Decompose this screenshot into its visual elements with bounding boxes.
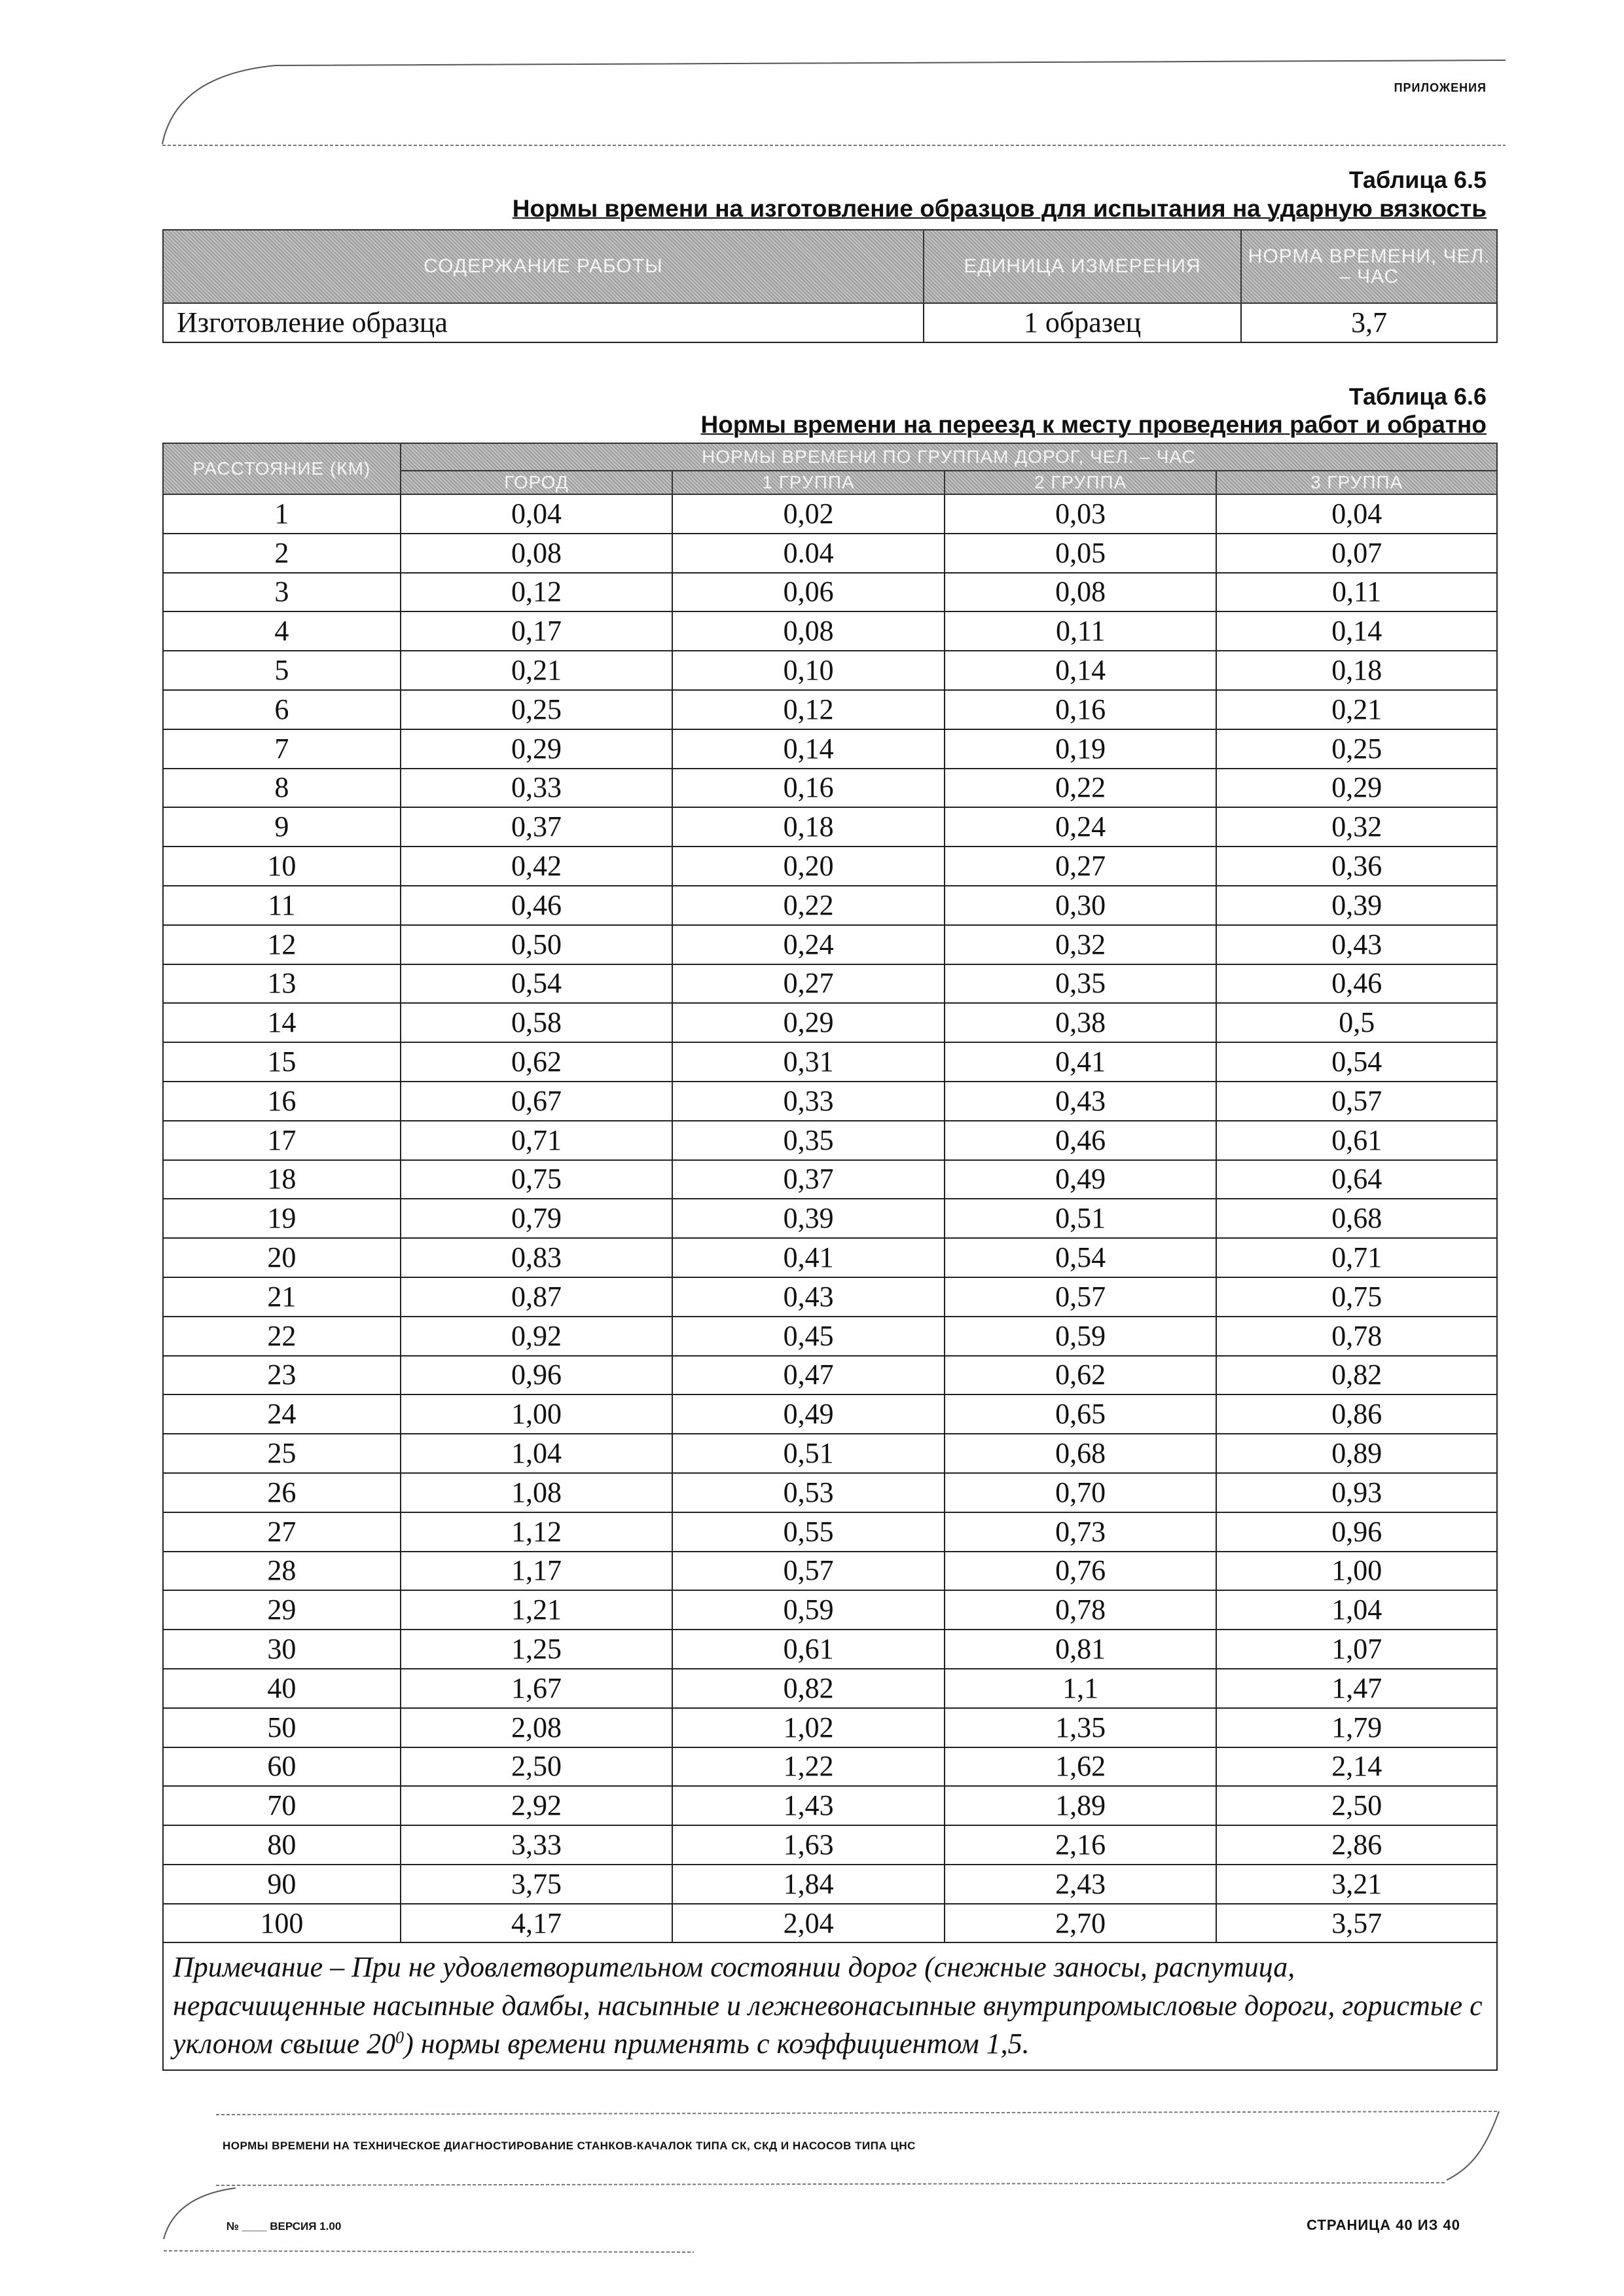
table-row (163, 534, 1497, 573)
cell-group3: 0,39 (1216, 886, 1497, 925)
cell-group2: 0,43 (945, 1082, 1217, 1121)
note-text-end: ) нормы времени применять с коэффициентом 1,5. (404, 2027, 1030, 2060)
table-row (163, 1434, 1497, 1473)
cell-group2: 2,70 (945, 1904, 1217, 1943)
cell-city: 3,33 (401, 1825, 673, 1865)
cell-city: 0,50 (401, 925, 673, 964)
cell-group1: 0,53 (672, 1473, 945, 1512)
cell-city: 0,87 (401, 1277, 673, 1317)
cell-group3: 0,43 (1216, 925, 1497, 964)
table-row (163, 729, 1497, 769)
cell-city: 0,42 (401, 847, 673, 886)
cell-group3: 0,46 (1216, 964, 1497, 1004)
cell-group1: 0,08 (672, 611, 945, 651)
cell-city: 0,33 (401, 769, 673, 808)
cell-unit: 1 образец (924, 303, 1242, 342)
cell-group3: 0,14 (1216, 611, 1497, 651)
cell-distance: 19 (163, 1199, 401, 1238)
cell-group2: 0,38 (945, 1003, 1217, 1042)
cell-group2: 1,1 (945, 1669, 1217, 1708)
table-row (163, 1590, 1497, 1630)
cell-group1: 0,24 (672, 925, 945, 964)
cell-group2: 0,32 (945, 925, 1217, 964)
cell-distance: 14 (163, 1003, 401, 1042)
cell-group1: 0,41 (672, 1238, 945, 1277)
cell-group3: 0,96 (1216, 1512, 1497, 1552)
cell-distance: 5 (163, 651, 401, 690)
cell-city: 0,08 (401, 534, 673, 573)
col-header-norm: НОРМА ВРЕМЕНИ, ЧЕЛ. – ЧАС (1241, 230, 1497, 303)
cell-group2: 0,65 (945, 1394, 1217, 1434)
col-header-unit: ЕДИНИЦА ИЗМЕРЕНИЯ (924, 230, 1242, 303)
cell-group1: 0,31 (672, 1042, 945, 1082)
cell-group1: 1,84 (672, 1865, 945, 1904)
cell-group3: 0,36 (1216, 847, 1497, 886)
table-row (163, 651, 1497, 690)
cell-group1: 2,04 (672, 1904, 945, 1943)
table-row (163, 807, 1497, 847)
table-row (163, 1473, 1497, 1512)
cell-city: 1,08 (401, 1473, 673, 1512)
cell-distance: 23 (163, 1356, 401, 1395)
cell-group2: 0,19 (945, 729, 1217, 769)
cell-group3: 0,57 (1216, 1082, 1497, 1121)
cell-group3: 0,61 (1216, 1121, 1497, 1160)
table-row (163, 886, 1497, 925)
table-row (163, 1669, 1497, 1708)
col-header-distance: РАССТОЯНИЕ (КМ) (163, 443, 401, 494)
cell-group3: 0,89 (1216, 1434, 1497, 1473)
cell-distance: 70 (163, 1786, 401, 1825)
cell-city: 0,96 (401, 1356, 673, 1395)
cell-group1: 0,14 (672, 729, 945, 769)
cell-city: 0,92 (401, 1317, 673, 1356)
cell-group2: 0,70 (945, 1473, 1217, 1512)
cell-group1: 0,39 (672, 1199, 945, 1238)
cell-city: 1,00 (401, 1394, 673, 1434)
cell-group1: 0,22 (672, 886, 945, 925)
cell-city: 0,37 (401, 807, 673, 847)
cell-group1: 0,51 (672, 1434, 945, 1473)
cell-group2: 0,51 (945, 1199, 1217, 1238)
cell-group1: 1,02 (672, 1708, 945, 1747)
cell-distance: 40 (163, 1669, 401, 1708)
table-row (163, 964, 1497, 1004)
cell-city: 0,71 (401, 1121, 673, 1160)
cell-city: 0,54 (401, 964, 673, 1004)
cell-group1: 0,33 (672, 1082, 945, 1121)
cell-distance: 15 (163, 1042, 401, 1082)
section-label: ПРИЛОЖЕНИЯ (1394, 81, 1487, 94)
cell-group3: 0,68 (1216, 1199, 1497, 1238)
cell-group1: 0,16 (672, 769, 945, 808)
table-row (163, 1512, 1497, 1552)
cell-distance: 100 (163, 1904, 401, 1943)
cell-distance: 26 (163, 1473, 401, 1512)
cell-distance: 17 (163, 1121, 401, 1160)
cell-group2: 1,62 (945, 1747, 1217, 1787)
cell-distance: 4 (163, 611, 401, 651)
note-text: Примечание – При не удовлетворительном состоянии дорог (снежные заносы, распутица, нерасчищенные насыпные дамбы, насыпные и лежневонасыпные внутрипромысловые дороги, гористые с уклоном свыше 20 (173, 1951, 1483, 2060)
cell-distance: 30 (163, 1630, 401, 1669)
table-row (163, 1356, 1497, 1395)
cell-city: 0,12 (401, 573, 673, 612)
cell-distance: 10 (163, 847, 401, 886)
col-header-group3: 3 ГРУППА (1216, 471, 1497, 494)
cell-group1: 1,22 (672, 1747, 945, 1787)
col-header-group1: 1 ГРУППА (672, 471, 945, 494)
cell-group2: 0,16 (945, 690, 1217, 729)
cell-group3: 0,11 (1216, 573, 1497, 612)
cell-group1: 0,37 (672, 1160, 945, 1199)
cell-group2: 0,54 (945, 1238, 1217, 1277)
cell-group1: 0,12 (672, 690, 945, 729)
footer-version: № ____ ВЕРСИЯ 1.00 (226, 2220, 342, 2232)
cell-group3: 0,29 (1216, 769, 1497, 808)
cell-city: 0,62 (401, 1042, 673, 1082)
cell-distance: 29 (163, 1590, 401, 1630)
cell-group1: 0,47 (672, 1356, 945, 1395)
cell-group1: 0,02 (672, 494, 945, 534)
table-row (163, 494, 1497, 534)
table-row (163, 1121, 1497, 1160)
cell-group1: 0,29 (672, 1003, 945, 1042)
cell-group3: 0,04 (1216, 494, 1497, 534)
cell-city: 2,50 (401, 1747, 673, 1787)
cell-group3: 0,5 (1216, 1003, 1497, 1042)
cell-city: 1,25 (401, 1630, 673, 1669)
col-header-group-norms: НОРМЫ ВРЕМЕНИ ПО ГРУППАМ ДОРОГ, ЧЕЛ. – ЧАС (401, 443, 1497, 471)
cell-distance: 20 (163, 1238, 401, 1277)
cell-city: 0,67 (401, 1082, 673, 1121)
cell-group2: 0,27 (945, 847, 1217, 886)
table-row (163, 769, 1497, 808)
col-header-content: СОДЕРЖАНИЕ РАБОТЫ (163, 230, 924, 303)
cell-group3: 1,79 (1216, 1708, 1497, 1747)
cell-city: 3,75 (401, 1865, 673, 1904)
cell-group1: 0,18 (672, 807, 945, 847)
cell-group3: 1,07 (1216, 1630, 1497, 1669)
cell-distance: 60 (163, 1747, 401, 1787)
cell-group2: 2,16 (945, 1825, 1217, 1865)
cell-group1: 0,61 (672, 1630, 945, 1669)
cell-group3: 0,78 (1216, 1317, 1497, 1356)
cell-city: 0,75 (401, 1160, 673, 1199)
table-6-5-title: Нормы времени на изготовление образцов для испытания на ударную вязкость (512, 195, 1487, 222)
table-6-6 (162, 443, 1498, 2071)
cell-city: 0,58 (401, 1003, 673, 1042)
cell-city: 4,17 (401, 1904, 673, 1943)
cell-group3: 0,21 (1216, 690, 1497, 729)
cell-city: 1,12 (401, 1512, 673, 1552)
header-swoosh (162, 60, 1506, 144)
cell-group1: 0,27 (672, 964, 945, 1004)
cell-group2: 0,62 (945, 1356, 1217, 1395)
cell-group2: 0,41 (945, 1042, 1217, 1082)
cell-group1: 0,06 (672, 573, 945, 612)
cell-group2: 0,08 (945, 573, 1217, 612)
cell-group2: 2,43 (945, 1865, 1217, 1904)
cell-group1: 1,63 (672, 1825, 945, 1865)
table-6-5-number: Таблица 6.5 (1348, 166, 1487, 193)
cell-city: 2,92 (401, 1786, 673, 1825)
footer-left-swoosh (164, 2188, 236, 2239)
cell-city: 0,21 (401, 651, 673, 690)
table-row (163, 1199, 1497, 1238)
cell-group3: 3,21 (1216, 1865, 1497, 1904)
cell-city: 0,04 (401, 494, 673, 534)
table-row (163, 1552, 1497, 1591)
cell-norm: 3,7 (1241, 303, 1497, 342)
col-header-group2: 2 ГРУППА (945, 471, 1217, 494)
cell-group1: 0,10 (672, 651, 945, 690)
cell-group3: 2,50 (1216, 1786, 1497, 1825)
cell-distance: 90 (163, 1865, 401, 1904)
table-row (163, 1394, 1497, 1434)
cell-distance: 7 (163, 729, 401, 769)
cell-distance: 2 (163, 534, 401, 573)
cell-group3: 0,07 (1216, 534, 1497, 573)
cell-distance: 8 (163, 769, 401, 808)
cell-group3: 0,32 (1216, 807, 1497, 847)
cell-group1: 0,59 (672, 1590, 945, 1630)
cell-group2: 0,22 (945, 769, 1217, 808)
footer-bottom-rule (164, 2251, 694, 2252)
table-note (163, 1942, 1497, 2069)
table-row (163, 925, 1497, 964)
cell-group3: 0,93 (1216, 1473, 1497, 1512)
footer-document-title: НОРМЫ ВРЕМЕНИ НА ТЕХНИЧЕСКОЕ ДИАГНОСТИРОВАНИЕ СТАНКОВ-КАЧАЛОК ТИПА СК, СКД И НАСОСОВ ТИПА ЦНС (223, 2140, 916, 2152)
cell-distance: 9 (163, 807, 401, 847)
table-row (163, 1317, 1497, 1356)
cell-content: Изготовление образца (163, 303, 924, 342)
table-row (163, 1003, 1497, 1042)
cell-group3: 0,18 (1216, 651, 1497, 690)
cell-group3: 1,04 (1216, 1590, 1497, 1630)
cell-group3: 0,54 (1216, 1042, 1497, 1082)
cell-group2: 0,78 (945, 1590, 1217, 1630)
table-row (163, 1082, 1497, 1121)
cell-city: 2,08 (401, 1708, 673, 1747)
cell-group3: 2,14 (1216, 1747, 1497, 1787)
cell-city: 1,67 (401, 1669, 673, 1708)
cell-city: 1,04 (401, 1434, 673, 1473)
cell-city: 0,17 (401, 611, 673, 651)
cell-group1: 0,82 (672, 1669, 945, 1708)
table-row (163, 1238, 1497, 1277)
cell-group2: 0,76 (945, 1552, 1217, 1591)
cell-group1: 0,35 (672, 1121, 945, 1160)
table-row (163, 1904, 1497, 1943)
cell-group2: 1,35 (945, 1708, 1217, 1747)
cell-group2: 0,24 (945, 807, 1217, 847)
cell-group2: 0,57 (945, 1277, 1217, 1317)
cell-group2: 0,35 (945, 964, 1217, 1004)
cell-group3: 2,86 (1216, 1825, 1497, 1865)
footer-top-rule (216, 2111, 1499, 2115)
footer-right-swoosh (1447, 2111, 1499, 2180)
cell-group1: 0,49 (672, 1394, 945, 1434)
cell-group3: 3,57 (1216, 1904, 1497, 1943)
table-row (163, 690, 1497, 729)
cell-distance: 6 (163, 690, 401, 729)
table-row (163, 1865, 1497, 1904)
cell-group1: 0,45 (672, 1317, 945, 1356)
table-row (163, 611, 1497, 651)
table-row (163, 1160, 1497, 1199)
table-6-6-number: Таблица 6.6 (1348, 383, 1487, 410)
table-row (163, 1042, 1497, 1082)
cell-group2: 0,14 (945, 651, 1217, 690)
cell-group2: 0,68 (945, 1434, 1217, 1473)
cell-distance: 22 (163, 1317, 401, 1356)
cell-group2: 0,73 (945, 1512, 1217, 1552)
cell-distance: 80 (163, 1825, 401, 1865)
cell-city: 1,17 (401, 1552, 673, 1591)
table-6-6-title: Нормы времени на переезд к месту проведения работ и обратно (700, 411, 1487, 438)
cell-group2: 1,89 (945, 1786, 1217, 1825)
table-row (163, 1786, 1497, 1825)
cell-distance: 18 (163, 1160, 401, 1199)
cell-group2: 0,30 (945, 886, 1217, 925)
cell-group3: 1,00 (1216, 1552, 1497, 1591)
col-header-city: ГОРОД (401, 471, 673, 494)
table-6-5 (162, 229, 1498, 343)
cell-group2: 0,59 (945, 1317, 1217, 1356)
cell-group3: 0,86 (1216, 1394, 1497, 1434)
cell-distance: 13 (163, 964, 401, 1004)
cell-distance: 50 (163, 1708, 401, 1747)
cell-distance: 28 (163, 1552, 401, 1591)
cell-group2: 0,05 (945, 534, 1217, 573)
cell-distance: 3 (163, 573, 401, 612)
cell-group2: 0,11 (945, 611, 1217, 651)
table-row (163, 573, 1497, 612)
cell-group2: 0,49 (945, 1160, 1217, 1199)
cell-city: 0,83 (401, 1238, 673, 1277)
table-row (163, 1630, 1497, 1669)
cell-group3: 0,71 (1216, 1238, 1497, 1277)
cell-city: 0,25 (401, 690, 673, 729)
footer-page-info: СТРАНИЦА 40 ИЗ 40 (1307, 2217, 1460, 2233)
cell-distance: 27 (163, 1512, 401, 1552)
table-row (163, 847, 1497, 886)
cell-city: 0,29 (401, 729, 673, 769)
cell-group3: 0,82 (1216, 1356, 1497, 1395)
cell-group1: 0,43 (672, 1277, 945, 1317)
cell-group3: 0,64 (1216, 1160, 1497, 1199)
cell-group2: 0,03 (945, 494, 1217, 534)
table-row (163, 303, 1497, 342)
cell-distance: 25 (163, 1434, 401, 1473)
footer-mid-rule (216, 2183, 1447, 2185)
cell-group1: 1,43 (672, 1786, 945, 1825)
note-superscript: 0 (395, 2027, 405, 2047)
table-row (163, 1708, 1497, 1747)
cell-distance: 21 (163, 1277, 401, 1317)
table-row (163, 1825, 1497, 1865)
cell-group2: 0,81 (945, 1630, 1217, 1669)
cell-distance: 12 (163, 925, 401, 964)
cell-city: 0,46 (401, 886, 673, 925)
cell-city: 0,79 (401, 1199, 673, 1238)
cell-group3: 0,25 (1216, 729, 1497, 769)
cell-group1: 0,57 (672, 1552, 945, 1591)
table-row (163, 1747, 1497, 1787)
cell-distance: 11 (163, 886, 401, 925)
cell-distance: 16 (163, 1082, 401, 1121)
cell-distance: 1 (163, 494, 401, 534)
table-row (163, 1277, 1497, 1317)
cell-group3: 0,75 (1216, 1277, 1497, 1317)
cell-group1: 0.04 (672, 534, 945, 573)
cell-distance: 24 (163, 1394, 401, 1434)
cell-group1: 0,55 (672, 1512, 945, 1552)
cell-group3: 1,47 (1216, 1669, 1497, 1708)
cell-group2: 0,46 (945, 1121, 1217, 1160)
cell-city: 1,21 (401, 1590, 673, 1630)
cell-group1: 0,20 (672, 847, 945, 886)
